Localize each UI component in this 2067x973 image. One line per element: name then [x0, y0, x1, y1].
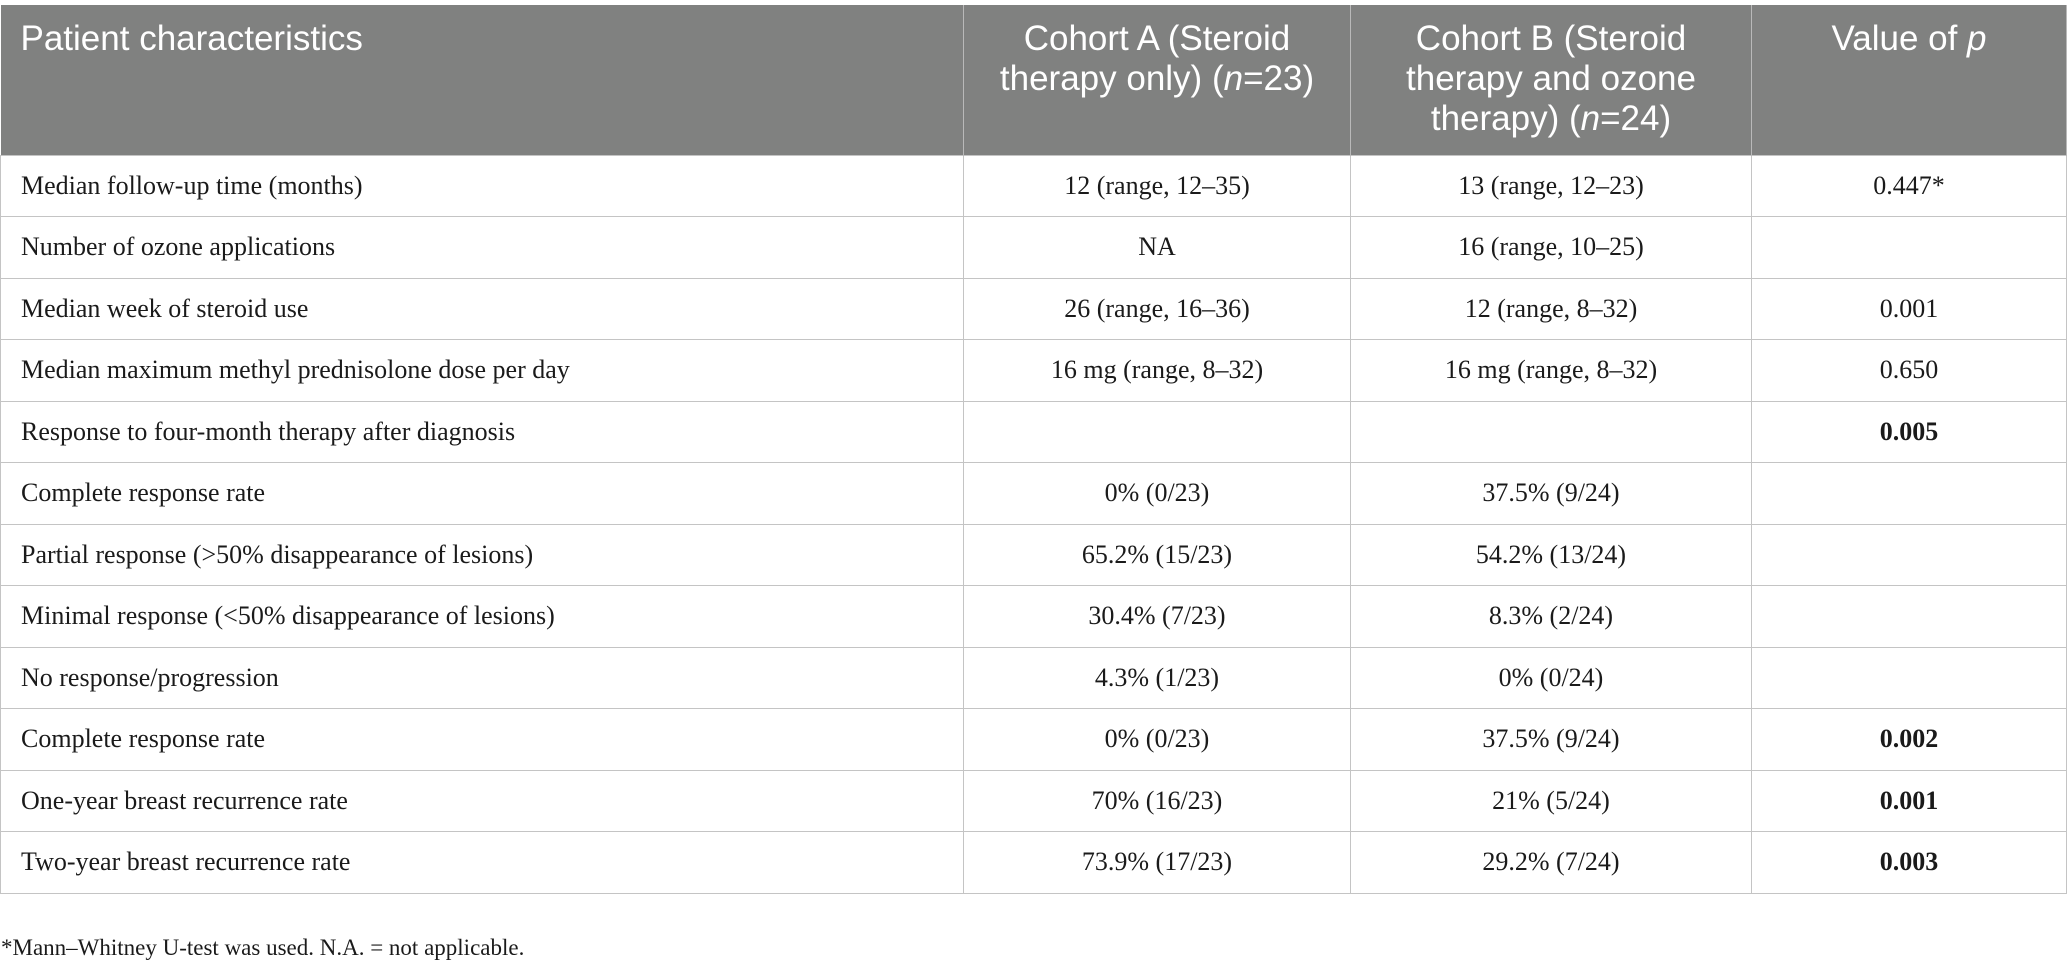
p-value: 0.005: [1752, 401, 2067, 463]
table-row: [1, 463, 2067, 525]
header-cohort-b-count: =24): [1600, 99, 1672, 138]
header-row: [1, 5, 2067, 155]
header-cohort-a-count: =23): [1243, 59, 1315, 98]
cohort-a-value: 70% (16/23): [964, 770, 1351, 832]
p-value: 0.003: [1752, 832, 2067, 894]
table-row: [1, 586, 2067, 648]
cohort-b-value: 37.5% (9/24): [1351, 709, 1752, 771]
cohort-a-value: [964, 401, 1351, 463]
cohort-b-value: [1351, 401, 1752, 463]
cohort-b-value: 16 (range, 10–25): [1351, 217, 1752, 279]
cohort-b-value: 54.2% (13/24): [1351, 524, 1752, 586]
table-row: [1, 340, 2067, 402]
results-table-container: [0, 5, 2066, 894]
table-row: [1, 832, 2067, 894]
cohort-a-value: 16 mg (range, 8–32): [964, 340, 1351, 402]
cohort-a-value: 65.2% (15/23): [964, 524, 1351, 586]
row-label: Response to four-month therapy after diagnosis: [1, 401, 964, 463]
table-row: [1, 155, 2067, 217]
table-row: [1, 770, 2067, 832]
cohort-a-value: 0% (0/23): [964, 709, 1351, 771]
table-row: [1, 217, 2067, 279]
row-label: Number of ozone applications: [1, 217, 964, 279]
cohort-a-value: 26 (range, 16–36): [964, 278, 1351, 340]
table-row: [1, 278, 2067, 340]
cohort-b-value: 37.5% (9/24): [1351, 463, 1752, 525]
cohort-a-value: 73.9% (17/23): [964, 832, 1351, 894]
row-label: Complete response rate: [1, 709, 964, 771]
header-p-value: [1752, 5, 2067, 155]
header-cohort-a: [964, 5, 1351, 155]
cohort-b-value: 21% (5/24): [1351, 770, 1752, 832]
table-row: [1, 401, 2067, 463]
row-label: Minimal response (<50% disappearance of lesions): [1, 586, 964, 648]
cohort-b-value: 8.3% (2/24): [1351, 586, 1752, 648]
cohort-b-value: 13 (range, 12–23): [1351, 155, 1752, 217]
cohort-b-value: 12 (range, 8–32): [1351, 278, 1752, 340]
row-label: No response/progression: [1, 647, 964, 709]
p-value: [1752, 586, 2067, 648]
p-value: [1752, 217, 2067, 279]
table-header: [1, 5, 2067, 155]
p-value: 0.001: [1752, 770, 2067, 832]
row-label: Partial response (>50% disappearance of lesions): [1, 524, 964, 586]
table-row: [1, 524, 2067, 586]
header-p-value-text: Value of: [1831, 19, 1968, 58]
cohort-a-value: 4.3% (1/23): [964, 647, 1351, 709]
cohort-a-value: NA: [964, 217, 1351, 279]
row-label: Two-year breast recurrence rate: [1, 832, 964, 894]
p-value: [1752, 647, 2067, 709]
row-label: Complete response rate: [1, 463, 964, 525]
row-label: One-year breast recurrence rate: [1, 770, 964, 832]
p-value: 0.001: [1752, 278, 2067, 340]
cohort-a-value: 12 (range, 12–35): [964, 155, 1351, 217]
cohort-b-value: 16 mg (range, 8–32): [1351, 340, 1752, 402]
header-cohort-a-n: n: [1223, 59, 1244, 98]
header-cohort-b: [1351, 5, 1752, 155]
table-footnote: *Mann–Whitney U-test was used. N.A. = not applicable.: [1, 935, 525, 960]
p-value: 0.447*: [1752, 155, 2067, 217]
patient-characteristics-table: [0, 5, 2067, 894]
p-value: [1752, 463, 2067, 525]
p-value: 0.002: [1752, 709, 2067, 771]
p-value: 0.650: [1752, 340, 2067, 402]
table-row: [1, 647, 2067, 709]
p-value: [1752, 524, 2067, 586]
row-label: Median follow-up time (months): [1, 155, 964, 217]
header-cohort-a-text: Cohort A (Steroid therapy only) (: [999, 19, 1291, 98]
header-cohort-b-n: n: [1580, 99, 1601, 138]
cohort-a-value: 0% (0/23): [964, 463, 1351, 525]
table-body: [1, 155, 2067, 893]
cohort-b-value: 0% (0/24): [1351, 647, 1752, 709]
header-p-symbol: p: [1967, 19, 1987, 58]
cohort-a-value: 30.4% (7/23): [964, 586, 1351, 648]
table-row: [1, 709, 2067, 771]
header-cohort-b-text: Cohort B (Steroid therapy and ozone therapy) (: [1406, 19, 1696, 138]
cohort-b-value: 29.2% (7/24): [1351, 832, 1752, 894]
row-label: Median maximum methyl prednisolone dose per day: [1, 340, 964, 402]
row-label: Median week of steroid use: [1, 278, 964, 340]
header-patient-characteristics: Patient characteristics: [1, 5, 964, 155]
